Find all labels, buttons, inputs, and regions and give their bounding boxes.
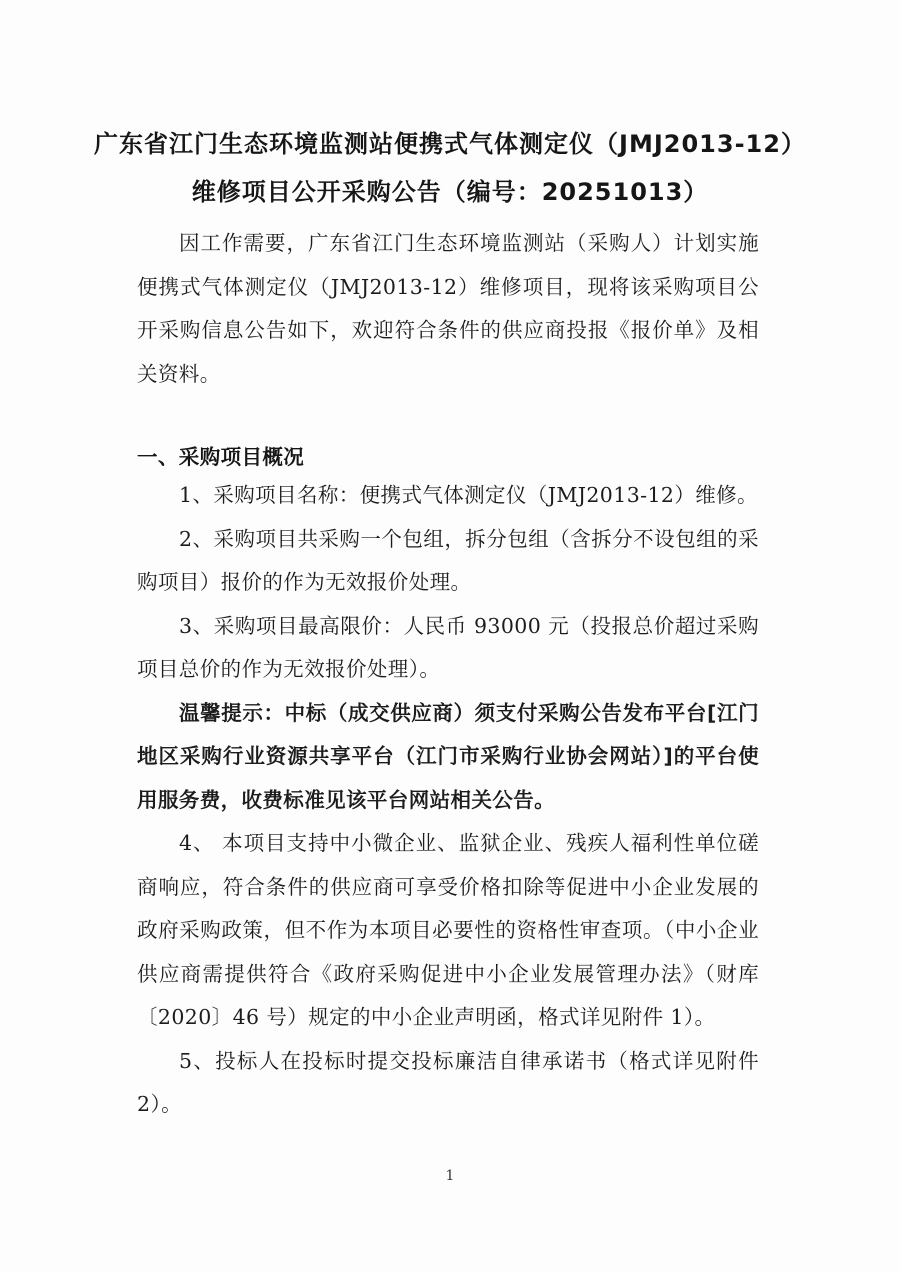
item-5-integrity-pledge: 5、投标人在投标时提交投标廉洁自律承诺书（格式详见附件 2）。 <box>137 1048 759 1116</box>
intro-paragraph: 因工作需要，广东省江门生态环境监测站（采购人）计划实施便携式气体测定仪（JMJ2013-12）维修项目，现将该采购项目公开采购信息公告如下，欢迎符合条件的供应商投报《报价单》及相关资料。 <box>137 231 759 386</box>
page-number: 1 <box>445 1168 455 1184</box>
document-title-line-2: 维修项目公开采购公告（编号：20251013） <box>191 178 709 206</box>
item-1-project-name: 1、采购项目名称：便携式气体测定仪（JMJ2013-12）维修。 <box>179 483 758 507</box>
item-4-sme-policy: 4、 本项目支持中小微企业、监狱企业、残疾人福利性单位磋商响应，符合条件的供应商可享受价格扣除等促进中小企业发展的政府采购政策，但不作为本项目必要性的资格性审查项。（中小企业供应商需提供符合《政府采购促进中小企业发展管理办法》（财库〔2020〕46 号）规定的中小企业声明函，格式详见附件 1）。 <box>137 831 759 1029</box>
section-heading-overview: 一、采购项目概况 <box>137 445 305 469</box>
overview-items <box>137 474 759 1127</box>
item-3-price-limit: 3、采购项目最高限价：人民币 93000 元（投报总价超过采购项目总价的作为无效报价处理）。 <box>137 613 759 681</box>
document-title-line-1: 广东省江门生态环境监测站便携式气体测定仪（JMJ2013-12） <box>94 130 806 158</box>
intro-block <box>137 222 759 396</box>
item-2-package: 2、采购项目共采购一个包组，拆分包组（含拆分不设包组的采购项目）报价的作为无效报价处理。 <box>137 526 759 594</box>
warm-tip-paragraph: 温馨提示：中标（成交供应商）须支付采购公告发布平台[江门地区采购行业资源共享平台（江门市采购行业协会网站）]的平台使用服务费，收费标准见该平台网站相关公告。 <box>137 700 759 812</box>
